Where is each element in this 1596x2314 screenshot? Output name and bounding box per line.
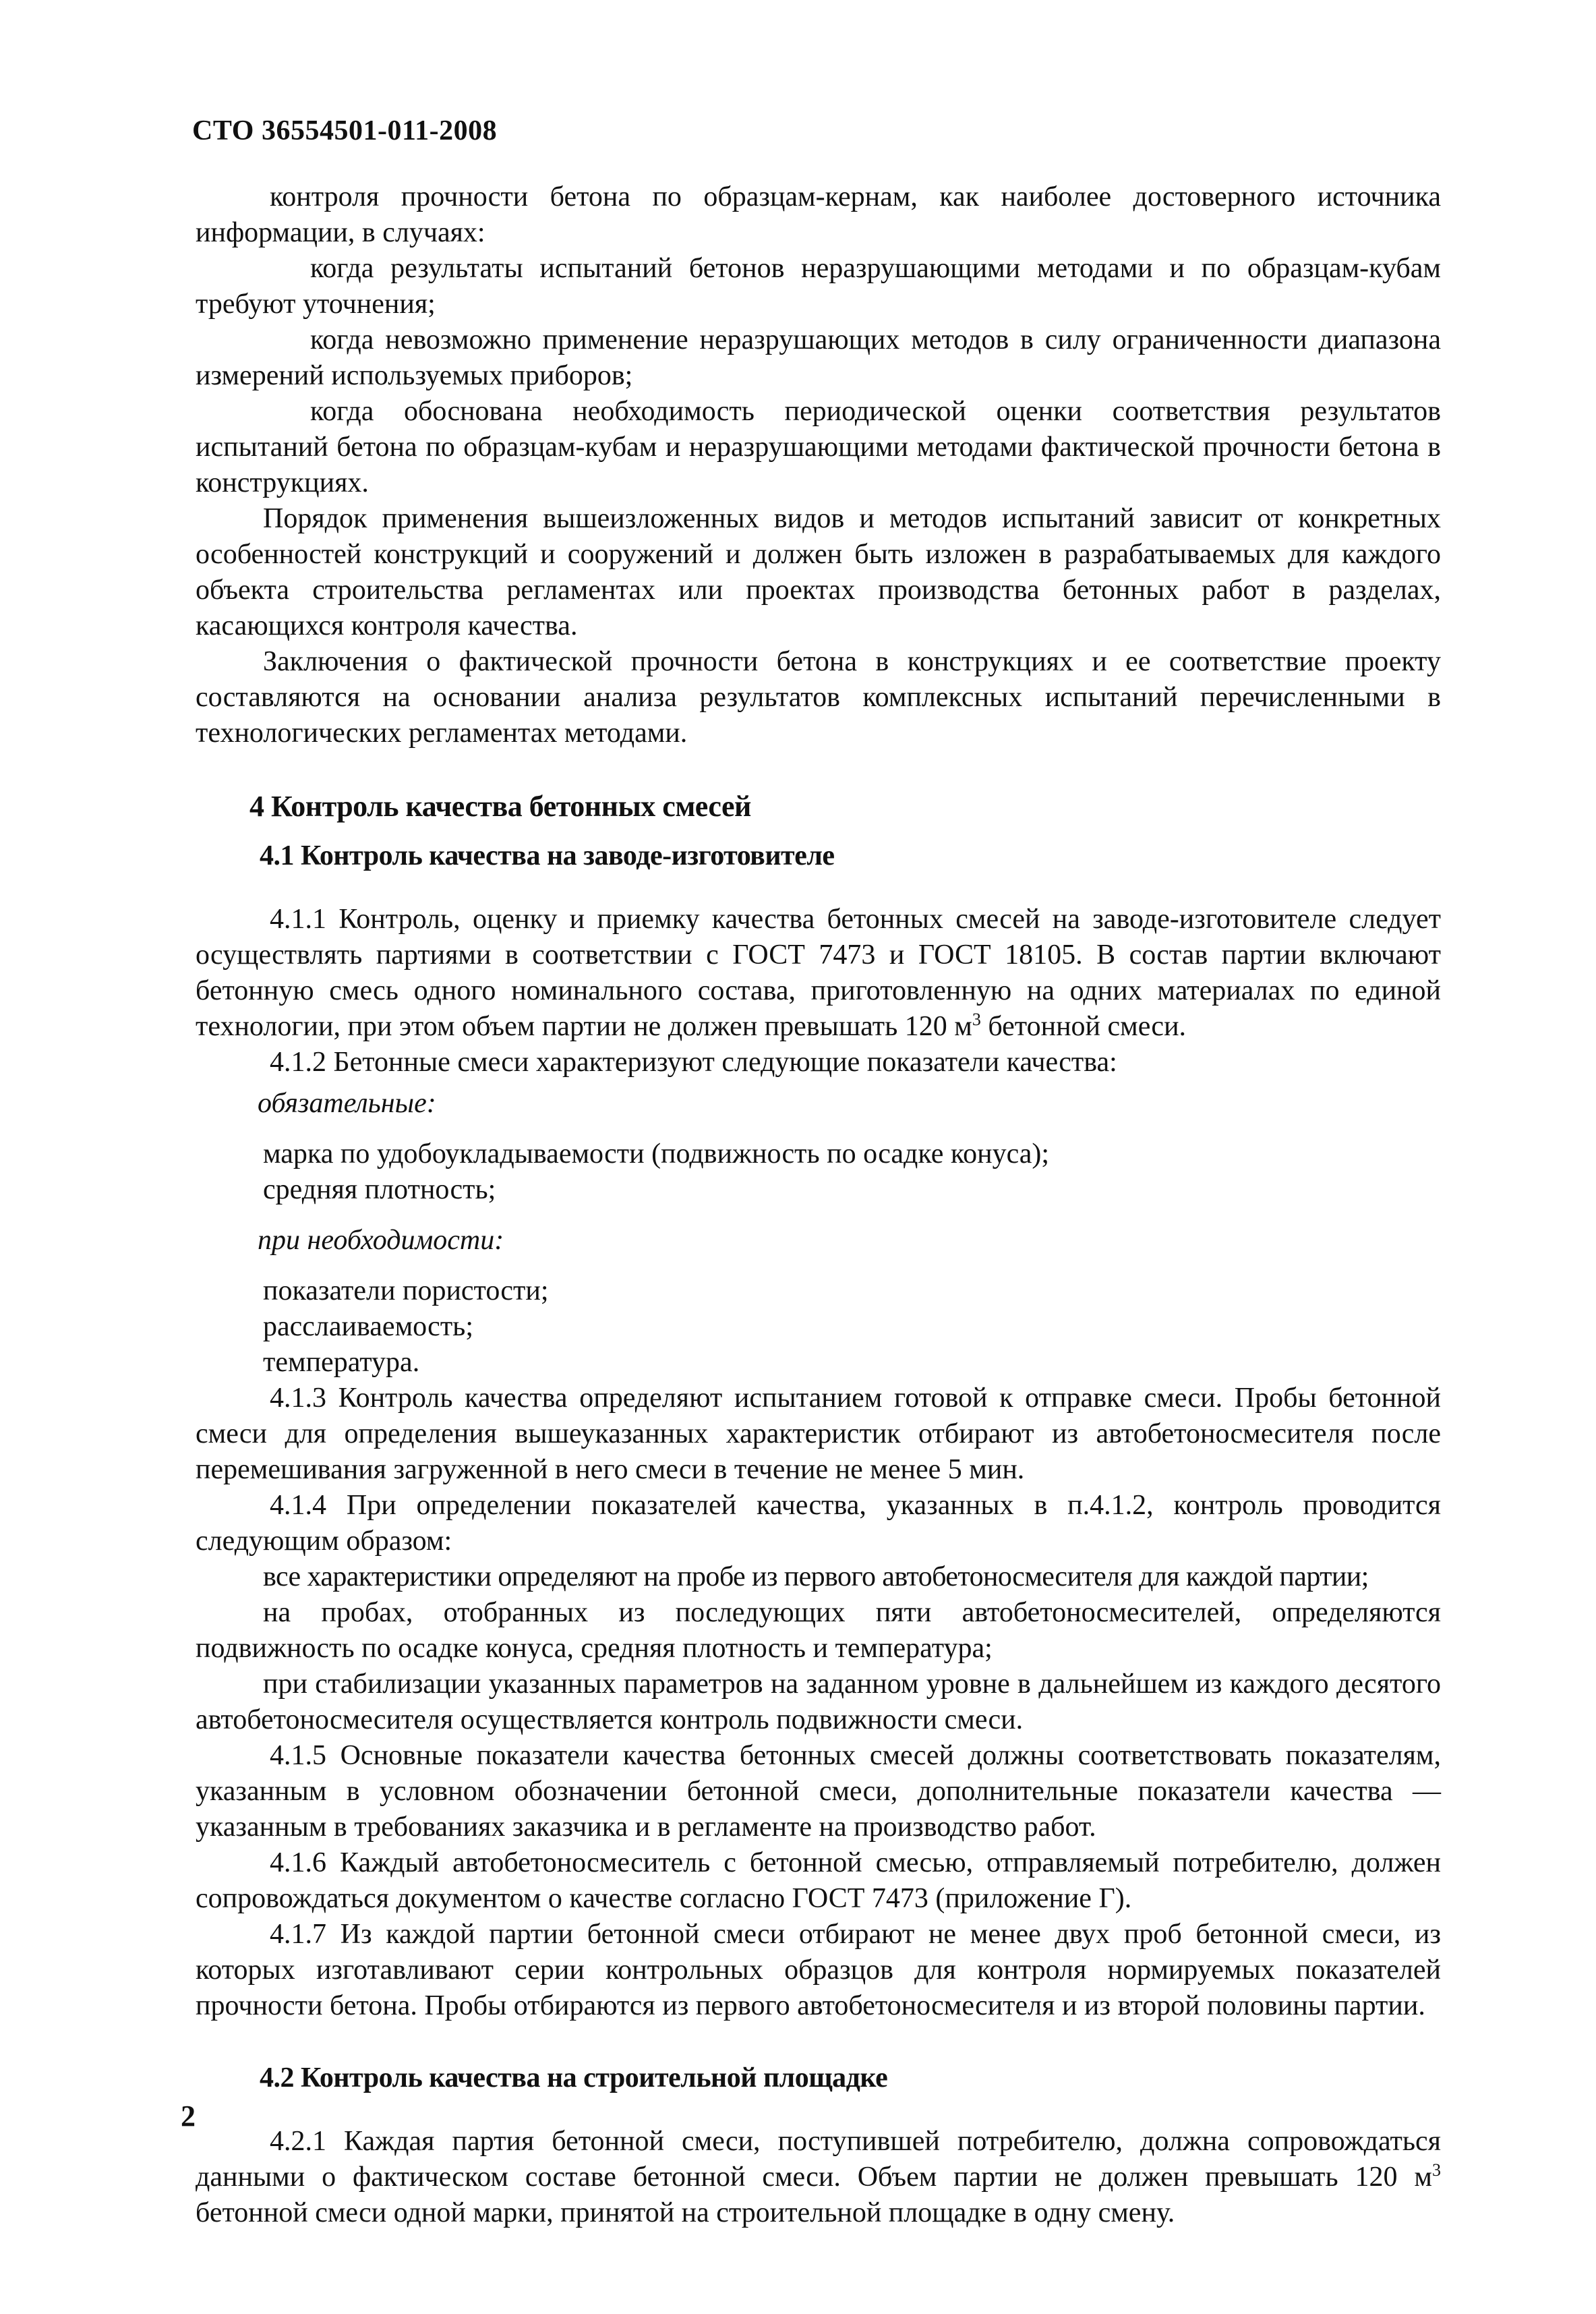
paragraph-4-1-4-item: при стабилизации указанных параметров на заданном уровне в дальнейшем из каждого десятого автобетоносмесителя осуществляется контроль подвижности смеси.: [196, 1669, 1441, 1735]
paragraph-4-1-4-item: все характеристики определяют на пробе из первого автобетоносмесителя для каждой партии;: [263, 1561, 1369, 1592]
subsection-title: 4.1 Контроль качества на заводе-изготовителе: [260, 840, 835, 871]
list-label-mandatory: обязательные:: [258, 1088, 436, 1119]
intro-case-item: когда невозможно применение неразрушающих методов в силу ограниченности диапазона измерений используемых приборов;: [196, 324, 1441, 391]
superscript: 3: [1432, 2160, 1441, 2180]
list-item: температура.: [263, 1347, 420, 1378]
section-title: 4 Контроль качества бетонных смесей: [249, 790, 751, 823]
paragraph-4-2-1-tail: бетонной смеси одной марки, принятой на строительной площадке в одну смену.: [196, 2197, 1175, 2228]
paragraph-4-2-1: [196, 2124, 1441, 2231]
list-item: средняя плотность;: [263, 1174, 496, 1205]
list-label-optional: при необходимости:: [258, 1225, 504, 1256]
paragraph-4-1-4: 4.1.4 При определении показателей качества, указанных в п.4.1.2, контроль проводится следующим образом:: [196, 1490, 1441, 1557]
list-item: показатели пористости;: [263, 1275, 549, 1306]
paragraph-4-2-1-text: 4.2.1 Каждая партия бетонной смеси, поступившей потребителю, должна сопровождаться данными о фактическом составе бетонной смеси. Объем партии не должен превышать 120 м: [196, 2126, 1441, 2193]
page-number: 2: [181, 2100, 196, 2133]
paragraph-4-1-3: 4.1.3 Контроль качества определяют испытанием готовой к отправке смеси. Пробы бетонной смеси для определения вышеуказанных характеристик отбирают из автобетоносмесителя после перемешивания загруженной в него смеси в течение не менее 5 мин.: [196, 1383, 1441, 1485]
paragraph-4-1-4-item: на пробах, отобранных из последующих пяти автобетоносмесителей, определяются подвижность по осадке конуса, средняя плотность и температура;: [196, 1597, 1441, 1664]
superscript: 3: [972, 1010, 981, 1029]
subsection-title: 4.2 Контроль качества на строительной площадке: [260, 2062, 888, 2093]
document-code-header: СТО 36554501-011-2008: [192, 115, 498, 146]
paragraph-4-1-1: [196, 902, 1441, 1045]
intro-case-item: когда обоснована необходимость периодической оценки соответствия результатов испытаний бетона по образцам-кубам и неразрушающими методами фактической прочности бетона в конструкциях.: [196, 396, 1441, 498]
paragraph-4-1-1-text: 4.1.1 Контроль, оценку и приемку качества бетонных смесей на заводе-изготовителе следует осуществлять партиями в соответствии с ГОСТ 7473 и ГОСТ 18105. В состав партии включают бетонную смесь одного номинального состава, приготовленную на одних материалах по единой технологии, при этом объем партии не должен превышать 120 м: [196, 904, 1441, 1042]
intro-paragraph: Заключения о фактической прочности бетона в конструкциях и ее соответствие проекту составляются на основании анализа результатов комплексных испытаний перечисленными в технологических регламентах методами.: [196, 646, 1441, 749]
paragraph-4-1-5: 4.1.5 Основные показатели качества бетонных смесей должны соответствовать показателям, указанным в условном обозначении бетонной смеси, дополнительные показатели качества — указанным в требованиях заказчика и в регламенте на производство работ.: [196, 1740, 1441, 1843]
paragraph-4-1-1-tail: бетонной смеси.: [980, 1011, 1187, 1042]
intro-case-item: когда результаты испытаний бетонов неразрушающими методами и по образцам-кубам требуют уточнения;: [196, 253, 1441, 320]
paragraph-4-1-6: 4.1.6 Каждый автобетоносмеситель с бетонной смесью, отправляемый потребителю, должен сопровождаться документом о качестве согласно ГОСТ 7473 (приложение Г).: [196, 1847, 1441, 1914]
paragraph-4-1-2: 4.1.2 Бетонные смеси характеризуют следующие показатели качества:: [270, 1047, 1117, 1078]
paragraph-4-1-7: 4.1.7 Из каждой партии бетонной смеси отбирают не менее двух проб бетонной смеси, из которых изготавливают серии контрольных образцов для контроля нормируемых показателей прочности бетона. Пробы отбираются из первого автобетоносмесителя и из второй половины партии.: [196, 1919, 1441, 2021]
list-item: марка по удобоукладываемости (подвижность по осадке конуса);: [263, 1138, 1050, 1169]
intro-paragraph: Порядок применения вышеизложенных видов и методов испытаний зависит от конкретных особенностей конструкций и сооружений и должен быть изложен в разрабатываемых для каждого объекта строительства регламентах или проектах производства бетонных работ в разделах, касающихся контроля качества.: [196, 503, 1441, 641]
list-item: расслаиваемость;: [263, 1311, 474, 1342]
intro-paragraph: контроля прочности бетона по образцам-кернам, как наиболее достоверного источника информации, в случаях:: [196, 181, 1441, 248]
